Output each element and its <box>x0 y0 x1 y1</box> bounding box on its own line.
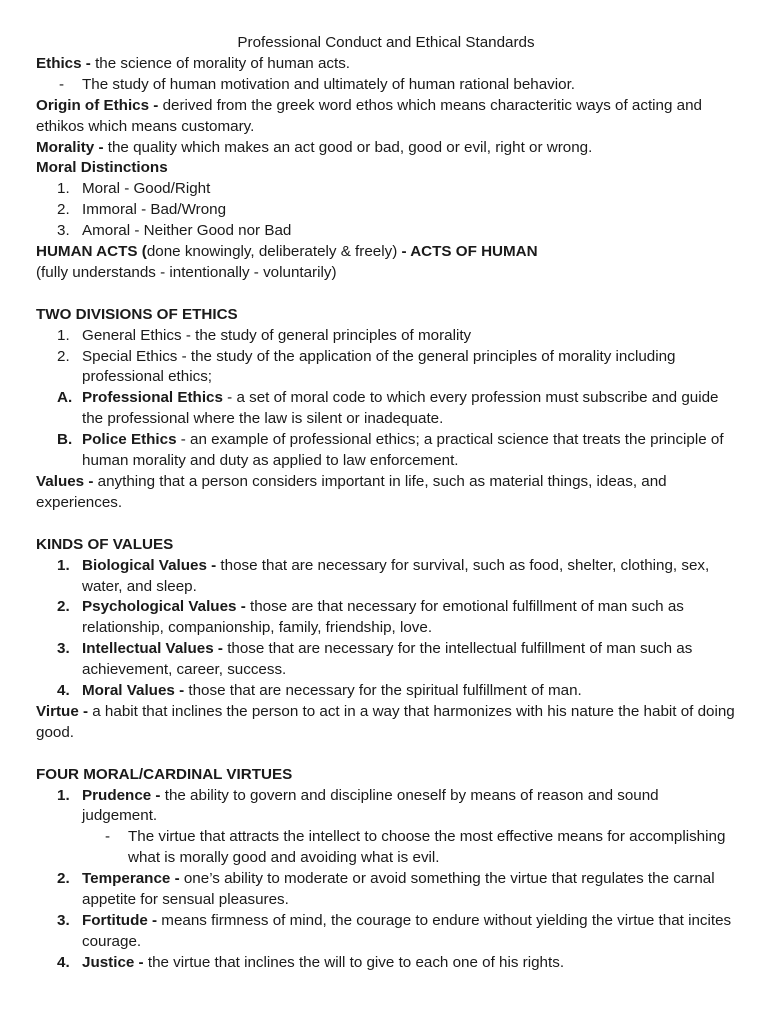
list-letter: A. <box>57 389 73 407</box>
dash-marker: - <box>59 75 65 93</box>
list-text: one’s ability to moderate or avoid something the virtue that regulates the carnal appetite for sensual pleasures. <box>82 870 715 909</box>
origin-term: Origin of Ethics - <box>36 96 159 114</box>
values-term: Values - <box>36 473 94 491</box>
virtue-term: Virtue - <box>36 702 89 720</box>
spacer <box>36 514 736 535</box>
origin-definition <box>36 96 736 138</box>
list-term: Biological Values - <box>82 556 217 574</box>
virtue-def: a habit that inclines the person to act in a way that harmonizes with his nature the habit of doing good. <box>36 702 735 741</box>
human-acts-line2: (fully understands - intentionally - voluntarily) <box>36 263 337 281</box>
list-term: Police Ethics <box>82 431 177 449</box>
list-number: 2. <box>57 347 70 365</box>
list-term: Justice - <box>82 953 144 971</box>
page-title: Professional Conduct and Ethical Standards <box>237 34 535 51</box>
ethics-sub-item <box>36 75 736 96</box>
list-text: those are that necessary for emotional fulfillment of man such as relationship, companionship, family, friendship, love. <box>82 598 684 637</box>
list-text: the ability to govern and discipline oneself by means of reason and sound judgement. <box>82 786 659 825</box>
list-item <box>36 681 736 702</box>
human-acts-middle: done knowingly, deliberately & freely) <box>146 243 398 261</box>
list-item <box>36 556 736 598</box>
list-text: Immoral - Bad/Wrong <box>82 201 227 219</box>
list-number: 3. <box>57 912 70 930</box>
list-number: 4. <box>57 682 70 700</box>
list-text: those that are necessary for the intellectual fulfillment of man such as achievement, career, success. <box>82 640 693 679</box>
list-number: 3. <box>57 640 70 658</box>
list-term: Intellectual Values - <box>82 640 223 658</box>
list-item <box>36 786 736 828</box>
kinds-of-values-heading: KINDS OF VALUES <box>36 535 174 553</box>
document-page <box>36 33 736 974</box>
list-sub-item <box>36 827 736 869</box>
list-term: Professional Ethics <box>82 389 223 407</box>
spacer <box>36 744 736 765</box>
list-number: 1. <box>57 556 70 574</box>
list-number: 2. <box>57 201 70 219</box>
virtue-definition <box>36 702 736 744</box>
list-letter: B. <box>57 431 73 449</box>
list-item <box>36 326 736 347</box>
morality-term: Morality - <box>36 138 104 156</box>
list-number: 4. <box>57 953 70 971</box>
two-divisions-heading: TWO DIVISIONS OF ETHICS <box>36 305 238 323</box>
list-text: - an example of professional ethics; a practical science that treats the principle of human morality and duty as applied to law enforcement. <box>82 431 724 470</box>
ethics-sub-text: The study of human motivation and ultimately of human rational behavior. <box>82 75 576 93</box>
list-item <box>36 953 736 974</box>
list-item <box>36 869 736 911</box>
list-sub-text: The virtue that attracts the intellect to choose the most effective means for accomplishing what is morally good and avoiding what is evil. <box>128 828 726 867</box>
list-text: the virtue that inclines the will to give to each one of his rights. <box>143 953 565 971</box>
morality-definition <box>36 138 736 159</box>
list-text: those that are necessary for survival, such as food, shelter, clothing, sex, water, and sleep. <box>82 556 710 595</box>
list-term: Moral Values - <box>82 682 185 700</box>
list-text: - a set of moral code to which every profession must subscribe and guide the professional where the law is silent or inadequate. <box>82 389 719 428</box>
list-item <box>36 200 736 221</box>
morality-def: the quality which makes an act good or bad, good or evil, right or wrong. <box>103 138 593 156</box>
list-number: 2. <box>57 870 70 888</box>
list-item <box>36 347 736 389</box>
values-definition <box>36 472 736 514</box>
list-item <box>36 639 736 681</box>
moral-distinctions-heading: Moral Distinctions <box>36 159 168 177</box>
list-number: 3. <box>57 222 70 240</box>
list-item <box>36 388 736 430</box>
values-def: anything that a person considers important in life, such as material things, ideas, and experiences. <box>36 473 667 511</box>
list-number: 1. <box>57 326 70 344</box>
ethics-def: the science of morality of human acts. <box>90 54 351 72</box>
list-term: Temperance - <box>82 870 180 888</box>
list-term: Prudence - <box>82 786 161 804</box>
list-item <box>36 430 736 472</box>
list-item <box>36 221 736 242</box>
list-text: means firmness of mind, the courage to endure without yielding the virtue that incites courage. <box>82 912 732 950</box>
list-number: 1. <box>57 786 70 804</box>
list-text: General Ethics - the study of general principles of morality <box>82 326 472 344</box>
list-number: 2. <box>57 598 70 616</box>
list-number: 1. <box>57 180 70 198</box>
list-term: Fortitude - <box>82 912 158 930</box>
spacer <box>36 284 736 305</box>
human-acts-lead: HUMAN ACTS ( <box>36 243 147 261</box>
cardinal-virtues-heading: FOUR MORAL/CARDINAL VIRTUES <box>36 765 293 783</box>
ethics-term: Ethics - <box>36 54 91 72</box>
list-item <box>36 911 736 953</box>
list-text: Moral - Good/Right <box>82 180 211 198</box>
human-acts-trail: - ACTS OF HUMAN <box>397 243 538 261</box>
dash-marker: - <box>105 828 111 846</box>
list-term: Psychological Values - <box>82 598 246 616</box>
list-text: those that are necessary for the spiritual fulfillment of man. <box>184 682 582 700</box>
list-text: Amoral - Neither Good nor Bad <box>82 222 292 240</box>
human-acts-line <box>36 242 736 263</box>
list-item <box>36 179 736 200</box>
list-item <box>36 597 736 639</box>
origin-def: derived from the greek word ethos which means characteritic ways of acting and ethikos which means customary. <box>36 96 702 135</box>
ethics-definition <box>36 54 736 75</box>
list-text: Special Ethics - the study of the application of the general principles of morality including professional ethics; <box>82 347 676 386</box>
